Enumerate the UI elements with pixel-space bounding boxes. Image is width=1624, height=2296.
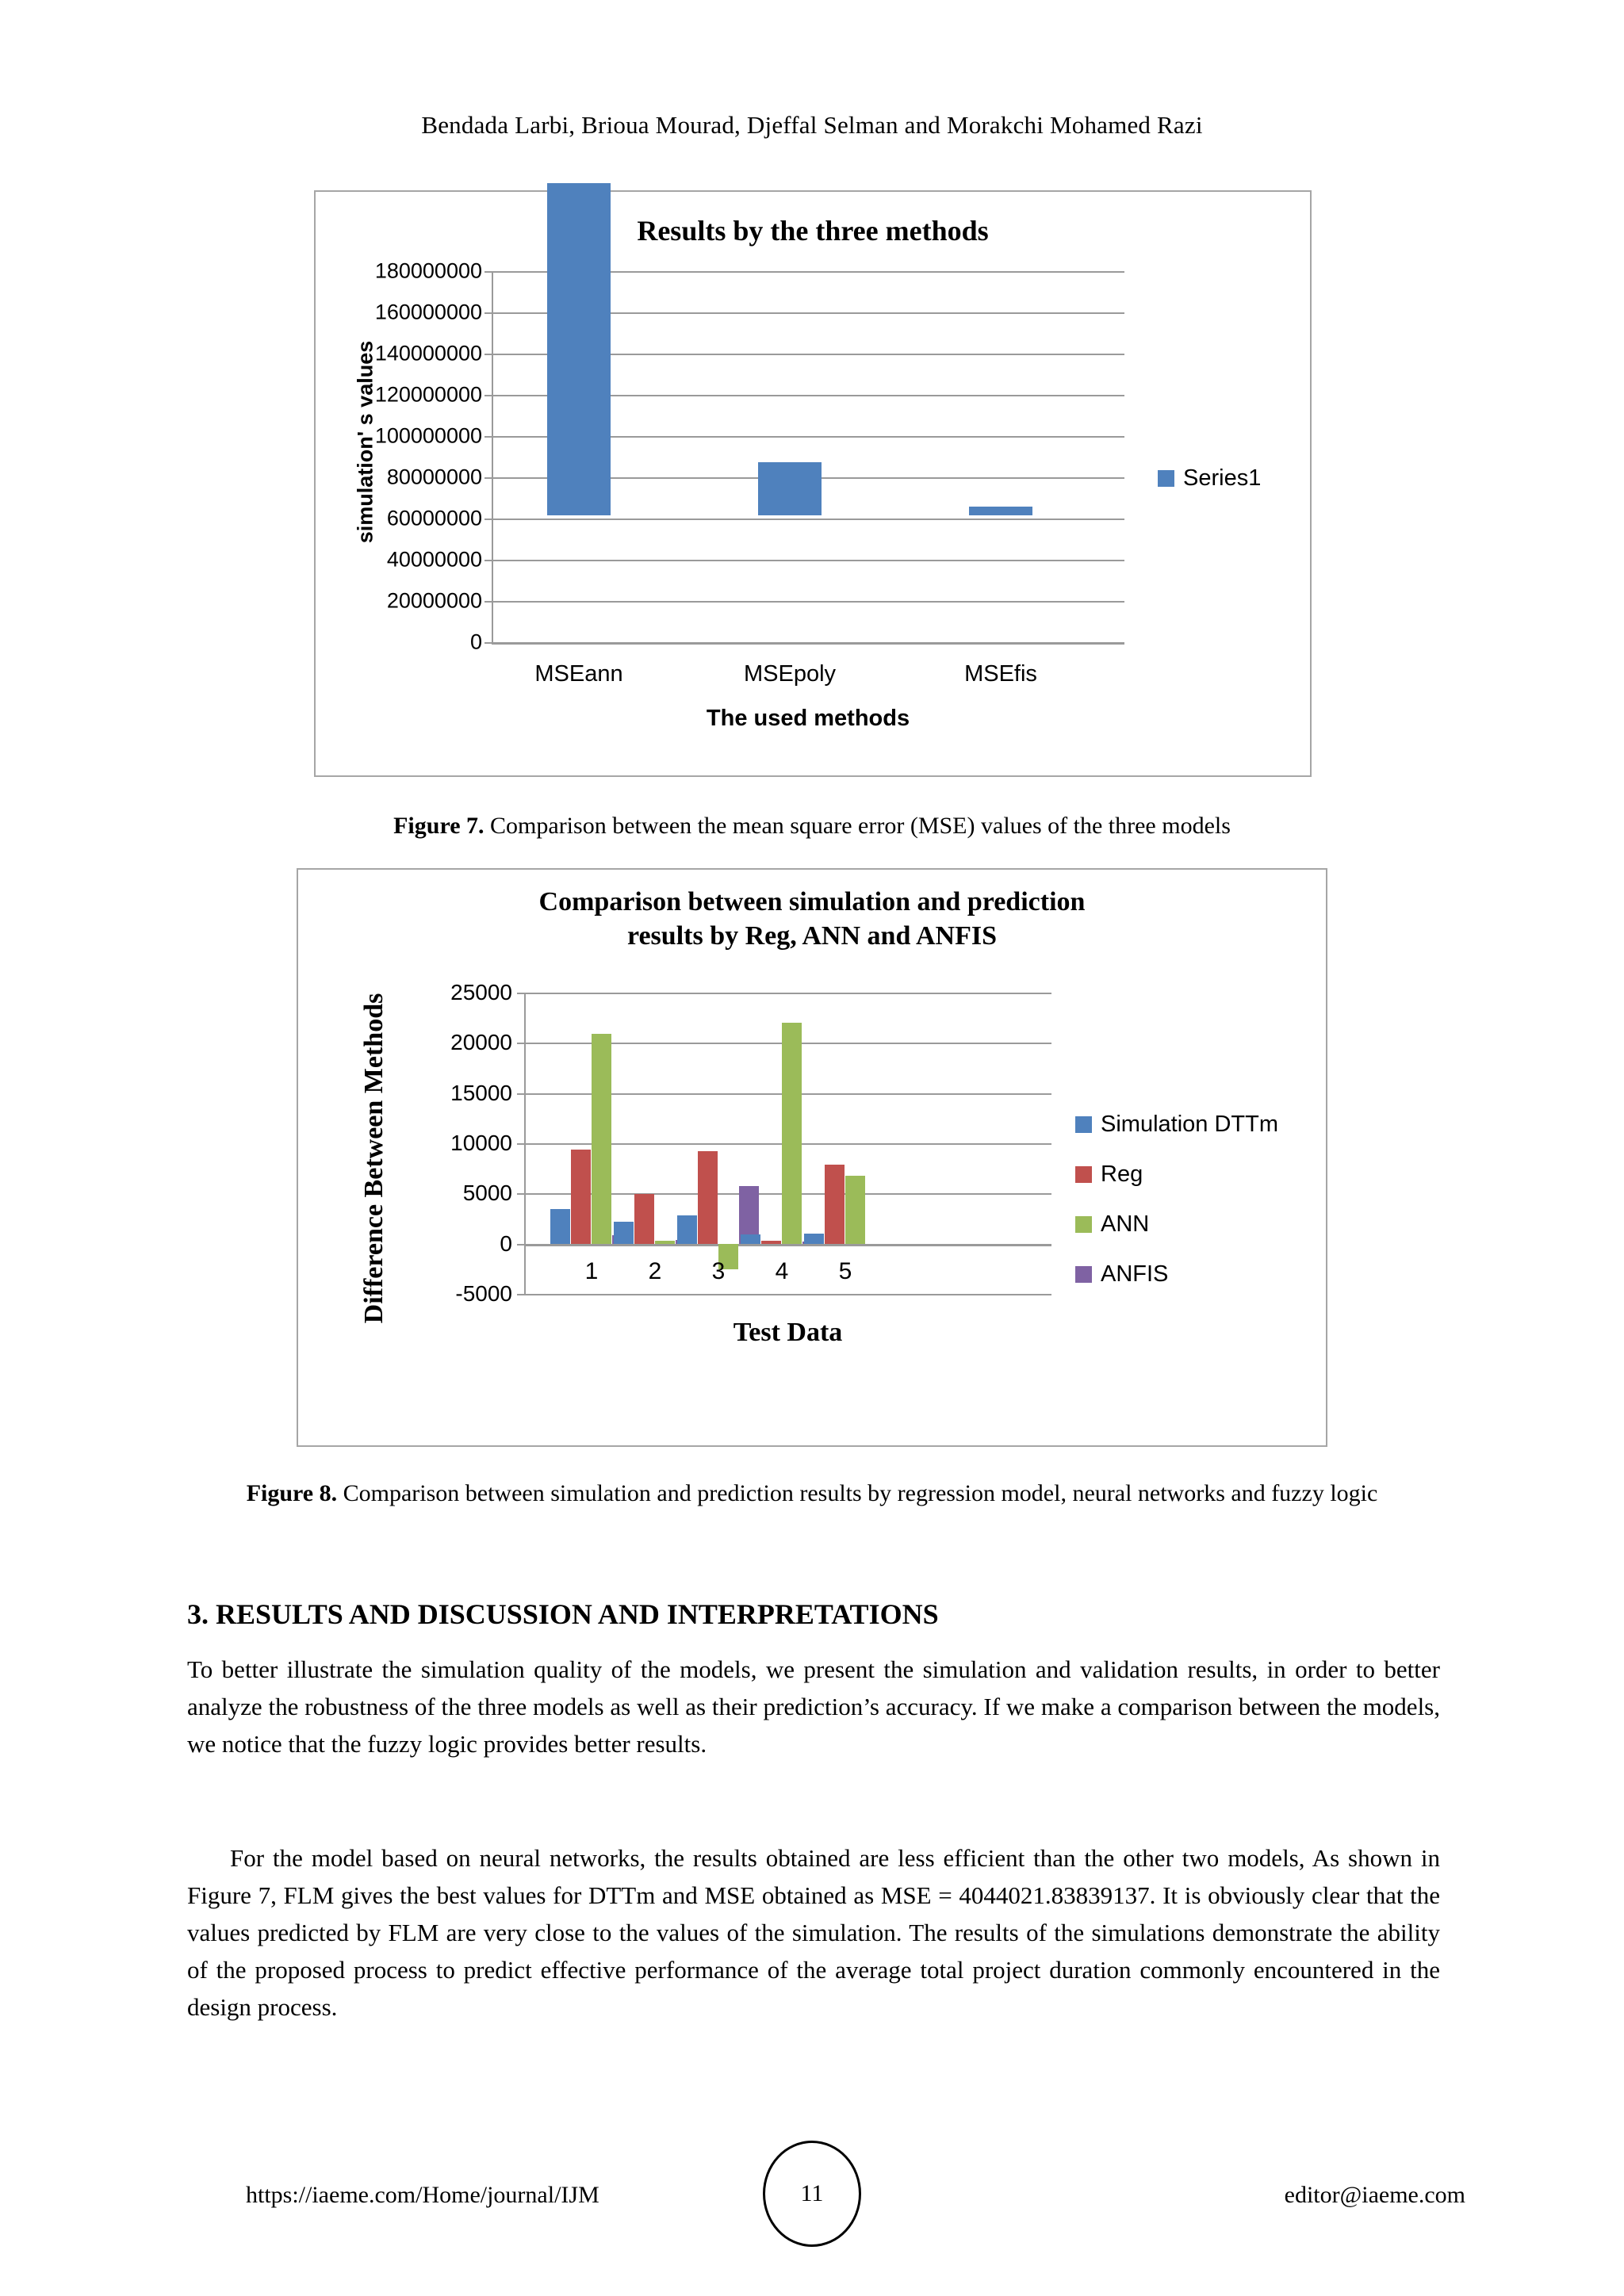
figure-8-y-tick: 0 [500,1231,512,1256]
figure-8-y-tick: 20000 [450,1030,512,1054]
figure-7-tick [485,642,492,644]
figure-7-y-tick: 140000000 [374,341,482,365]
figure-8-tick [517,1244,524,1246]
figure-8-bar-ann [592,1034,611,1244]
figure-8-gridline [524,993,1051,994]
figure-8-chart-frame [297,868,1327,1447]
figure-7-category-label: MSEann [534,661,623,687]
figure-7-tick [485,271,492,273]
figure-7-bar [969,507,1032,515]
legend-swatch-reg [1075,1166,1092,1183]
figure-8-category-label: 1 [584,1258,599,1284]
figure-7-category-label: MSEpoly [743,661,837,687]
figure-8-legend [1075,1112,1278,1311]
figure-8-y-tick: -5000 [455,1281,512,1306]
legend-label: ANN [1101,1211,1150,1237]
figure-8-y-tick: 15000 [450,1081,512,1105]
legend-item [1075,1261,1278,1288]
figure-8-tick [517,1294,524,1295]
figure-8-title-line2: results by Reg, ANN and ANFIS [626,920,997,951]
figure-7-y-tick: 20000000 [386,588,482,613]
figure-7-x-axis-title: The used methods [706,706,910,731]
figure-8-category-label: 2 [648,1258,662,1284]
figure-8-y-axis-title: Difference Between Methods [359,993,389,1324]
figure-8-gridline [524,1294,1051,1295]
figure-8-bar-reg [634,1194,654,1244]
figure-7-axis-y [492,271,493,644]
figure-8-y-tick: 5000 [462,1181,512,1205]
figure-8-tick [517,993,524,994]
figure-8-category-label: 3 [711,1258,726,1284]
page-number: 11 [763,2141,861,2247]
body-paragraph-1: To better illustrate the simulation quality of the models, we present the simulation and validation results, in order to better analyze the robustness of the three models as well as their prediction’s accuracy. If we make a comparison between the models, we notice that the fuzzy logic provides better results. [187,1655,1440,1758]
footer-journal-url[interactable]: https://iaeme.com/Home/journal/IJM [246,2182,599,2208]
figure-8-axis-x [524,1244,1051,1246]
figure-8-bar-ann [845,1176,865,1244]
legend-item [1075,1161,1278,1188]
figure-7-caption [182,809,1442,844]
figure-8-bar-simulation [804,1234,824,1244]
figure-8-caption-label: Figure 8. [246,1480,338,1506]
figure-7-caption-label: Figure 7. [393,813,485,839]
figure-7-legend [1158,465,1261,492]
figure-8-tick [517,1143,524,1145]
figure-7-y-tick: 160000000 [374,300,482,324]
figure-7-tick [485,601,492,603]
figure-8-caption-text: Comparison between simulation and prediction results by regression model, neural networks and fuzzy logic [337,1480,1378,1506]
figure-7-chart-title: Results by the three methods [637,215,989,247]
figure-8-bar-simulation [614,1222,634,1244]
figure-8-bar-reg [571,1150,591,1244]
figure-7-bar [758,462,822,515]
footer-editor-email[interactable]: editor@iaeme.com [1284,2182,1465,2208]
body-paragraph-2: For the model based on neural networks, the results obtained are less efficient than the other two models, As shown in Figure 7, FLM gives the best values for DTTm and MSE obtained as MSE = 4044021.83839137. It is obviously clear that the values predicted by FLM are very close to the values of the simulation. The results of the simulations demonstrate the ability of the proposed process to predict effective performance of the average total project duration commonly encountered in the design process. [187,1844,1440,2022]
figure-7-tick [485,477,492,479]
legend-label: Series1 [1183,465,1262,491]
figure-8-bar-simulation [550,1209,570,1244]
figure-7-y-tick: 100000000 [374,423,482,448]
figure-7-y-axis-title: simulation' s values [353,340,377,544]
figure-8-plot-area [298,870,1326,1445]
figure-7-tick [485,560,492,561]
figure-8-tick [517,1043,524,1044]
legend-item [1075,1211,1278,1238]
legend-swatch-simulation-dttm [1075,1116,1092,1133]
figure-7-tick [485,519,492,520]
figure-7-caption-text: Comparison between the mean square error (MSE) values of the three models [484,813,1231,839]
legend-swatch-anfis [1075,1266,1092,1283]
figure-8-bar-simulation [741,1234,760,1244]
figure-8-tick [517,1193,524,1195]
figure-8-bar-reg [761,1241,781,1244]
figure-8-tick [517,1093,524,1095]
figure-7-gridline [492,519,1124,520]
figure-8-caption [182,1476,1442,1511]
legend-label: ANFIS [1101,1261,1169,1287]
figure-7-bar [547,183,611,515]
legend-label: Simulation DTTm [1101,1112,1278,1137]
figure-7-gridline [492,601,1124,603]
legend-swatch-series1 [1158,470,1174,487]
legend-item [1158,465,1261,492]
figure-7-gridline [492,560,1124,561]
figure-8-bar-reg [825,1165,845,1244]
figure-8-bar-reg [698,1151,718,1244]
legend-swatch-ann [1075,1216,1092,1233]
figure-8-category-label: 5 [838,1258,852,1284]
figure-8-title-line1: Comparison between simulation and prediction [538,887,1086,916]
figure-7-y-tick: 60000000 [386,506,482,530]
figure-7-y-tick: 180000000 [374,258,482,283]
running-head: Bendada Larbi, Brioua Mourad, Djeffal Selman and Morakchi Mohamed Razi [421,111,1203,139]
figure-8-bar-ann [782,1023,802,1244]
figure-7-y-tick: 40000000 [386,547,482,572]
figure-7-y-tick: 80000000 [386,465,482,489]
figure-8-x-axis-title: Test Data [733,1318,843,1347]
section-heading: 3. RESULTS AND DISCUSSION AND INTERPRETATIONS [187,1598,939,1630]
figure-7-axis-x [492,642,1124,645]
figure-7-y-tick: 0 [469,629,482,654]
legend-item [1075,1112,1278,1138]
figure-8-y-tick: 25000 [450,980,512,1004]
figure-8-bar-ann [655,1241,675,1244]
figure-8-category-label: 4 [775,1258,789,1284]
legend-label: Reg [1101,1161,1143,1187]
figure-7-tick [485,354,492,355]
figure-8-axis-y [524,993,526,1295]
figure-7-chart-frame [314,190,1312,777]
figure-7-y-tick: 120000000 [374,382,482,407]
figure-7-tick [485,395,492,396]
figure-7-tick [485,436,492,438]
figure-8-bar-simulation [677,1215,697,1244]
figure-7-tick [485,312,492,314]
figure-7-plot-area [316,192,1310,775]
figure-8-y-tick: 10000 [450,1131,512,1155]
figure-7-category-label: MSEfis [964,661,1037,687]
